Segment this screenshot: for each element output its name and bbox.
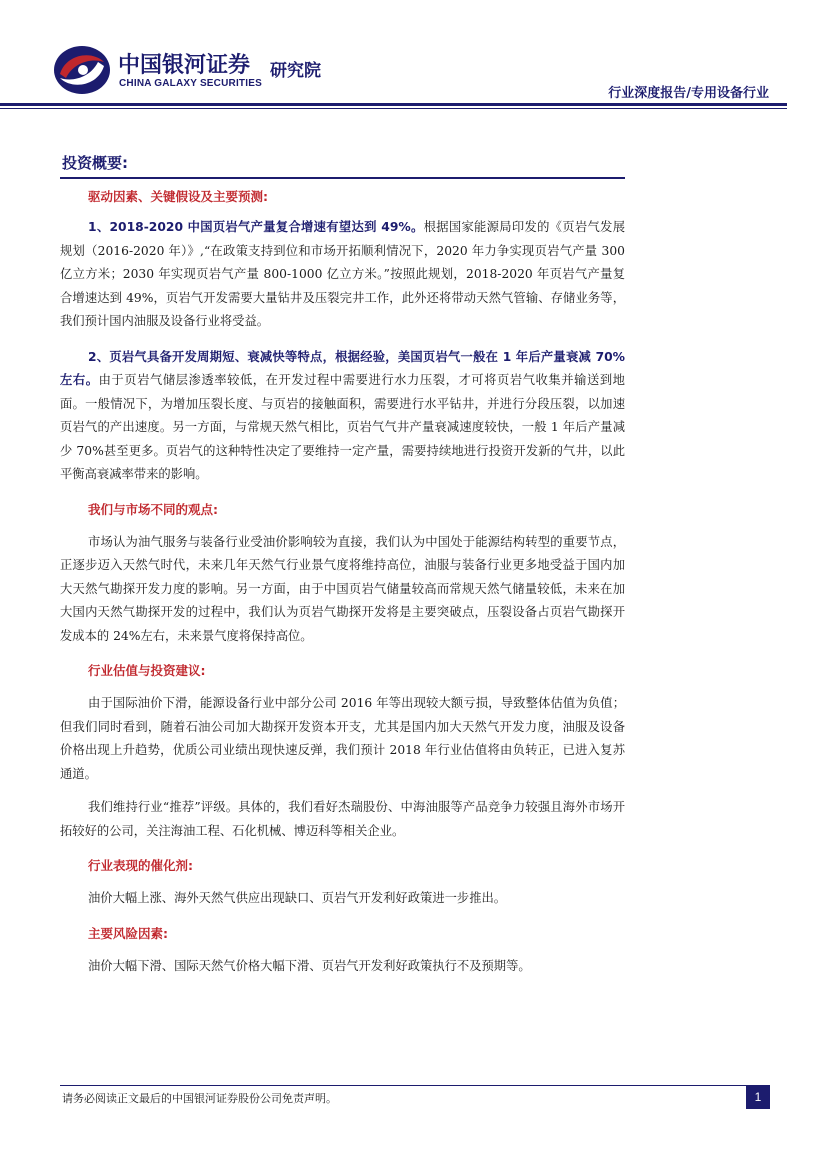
brand-subtitle: 研究院 [270,61,321,81]
footer-divider [60,1085,767,1086]
brand-logo [52,40,352,100]
catalysts-heading: 行业表现的催化剂: [88,858,193,873]
summary-content [60,186,625,978]
drivers-p1-body: 根据国家能源局印发的《页岩气发展规划（2016-2020 年）》,“在政策支持到位和市场开拓顺利情况下，2020 年力争实现页岩气产量 300 亿立方米；2030 年实现页岩气产量 800-1000 亿立方米。”按照此规划，2018-2020 年页岩气产量复合增速达到 49%，页岩气开发需要大量钻井及压裂完井工作，此外还将带动天然气管输、存储业务等，我们预计国内油服及设备行业将受益。 [60,220,625,328]
drivers-p1-lead: 1、2018-2020 中国页岩气产量复合增速有望达到 49%。 [88,220,424,234]
section-divider [60,177,625,179]
report-type: 行业深度报告/专用设备行业 [608,86,769,101]
brand-name-en: CHINA GALAXY SECURITIES [119,78,262,89]
catalysts-paragraph: 油价大幅上涨、海外天然气供应出现缺口、页岩气开发利好政策进一步推出。 [88,891,507,905]
views-paragraph: 市场认为油气服务与装备行业受油价影响较为直接，我们认为中国处于能源结构转型的重要节点，正逐步迈入天然气时代，未来几年天然气行业景气度将维持高位，油服与装备行业更多地受益于国内加大天然气勘探开发力度的影响。另一方面，由于中国页岩气储量较高而常规天然气储量较低，未来在加大国内天然气勘探开发的过程中，我们认为页岩气勘探开发将是主要突破点，压裂设备占页岩气勘探开发成本的 24%左右，未来景气度将保持高位。 [60,534,625,643]
risks-heading: 主要风险因素: [88,925,168,941]
page-number: 1 [746,1085,770,1109]
drivers-heading: 驱动因素、关键假设及主要预测: [88,189,268,204]
drivers-paragraph-2 [60,346,625,487]
brand-name-cn: 中国银河证券 [118,53,251,78]
valuation-paragraph-1: 由于国际油价下滑，能源设备行业中部分公司 2016 年等出现较大额亏损，导致整体估值为负值；但我们同时看到，随着石油公司加大勘探开发资本开支，尤其是国内加大天然气开发力度，油服及设备价格出现上升趋势，优质公司业绩出现快速反弹，我们预计 2018 年行业估值将由负转正，已进入复苏通道。 [60,696,625,781]
risks-paragraph: 油价大幅下滑、国际天然气价格大幅下滑、页岩气开发利好政策执行不及预期等。 [88,958,531,973]
drivers-p2-body: 由于页岩气储层渗透率较低，在开发过程中需要进行水力压裂，才可将页岩气收集并输送到地面。一般情况下，为增加压裂长度、与页岩的接触面积，需要进行水平钻井，并进行分段压裂，以加速页岩气的产出速度。另一方面，与常规天然气相比，页岩气气井产量衰减速度较快，一般 1 年后产量减少 70%甚至更多。页岩气的这种特性决定了要维持一定产量，需要持续地进行投资开发新的气井，以此平衡高衰减率带来的影响。 [60,373,625,481]
valuation-paragraph-2: 我们维持行业“推荐”评级。具体的，我们看好杰瑞股份、中海油服等产品竞争力较强且海外市场开拓较好的公司，关注海油工程、石化机械、博迈科等相关企业。 [60,800,625,838]
footer-disclaimer: 请务必阅读正文最后的中国银河证券股份公司免责声明。 [62,1092,337,1105]
header-divider-thin [0,108,787,109]
galaxy-swirl-logo-icon [52,44,112,96]
section-title: 投资概要: [62,154,128,172]
valuation-heading: 行业估值与投资建议: [88,663,206,678]
header-divider [0,103,787,106]
drivers-p2-lead: 2、页岩气具备开发周期短、衰减快等特点，根据经验，美国页岩气一般在 1 年后产量衰减 70%左右。 [60,349,626,387]
views-heading: 我们与市场不同的观点: [88,501,218,517]
drivers-paragraph-1 [60,216,625,334]
